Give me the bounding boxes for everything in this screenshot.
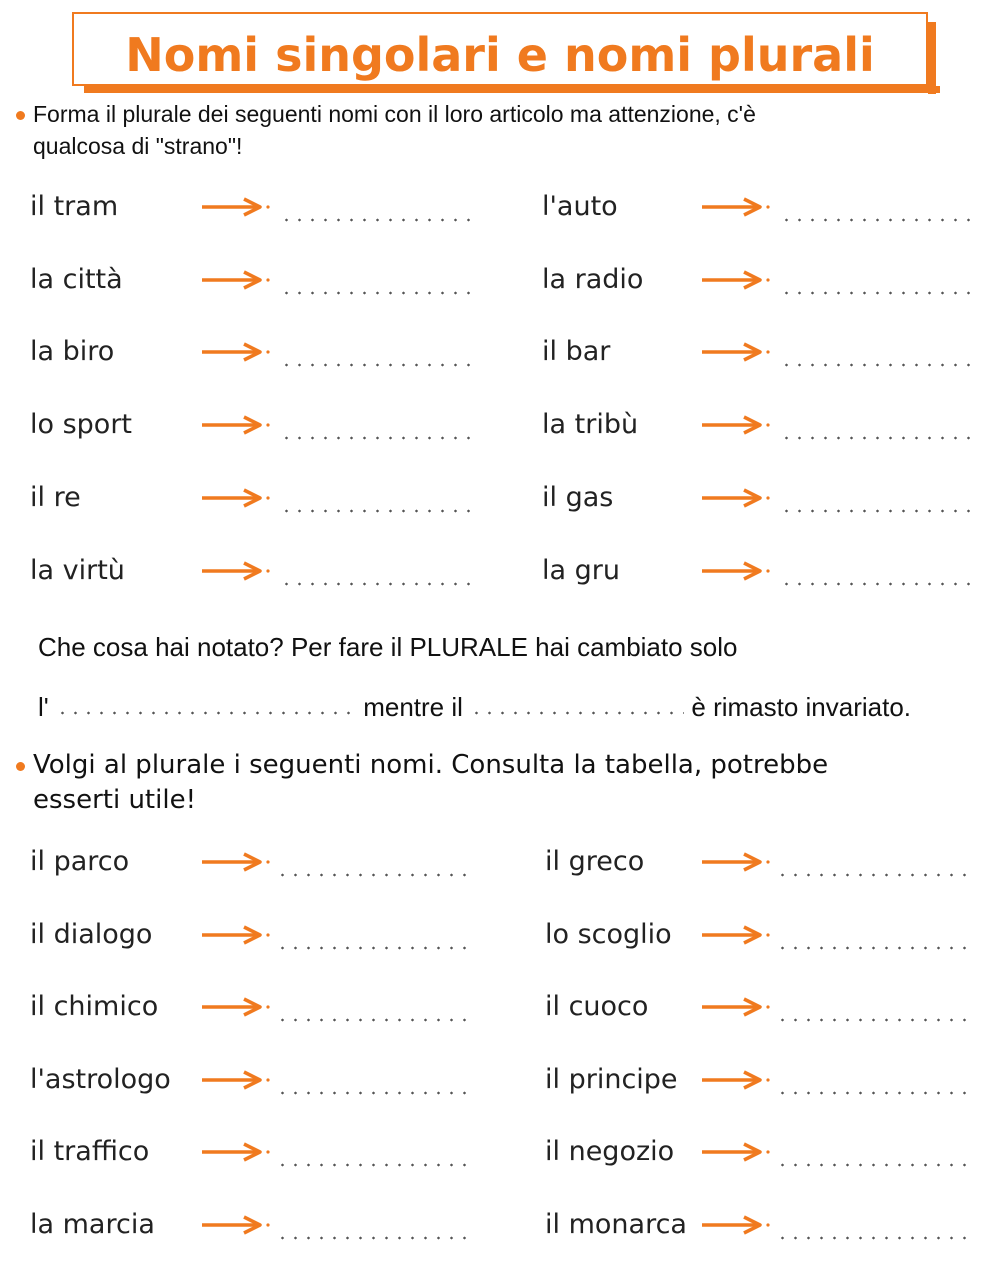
word-right-5: il negozio [545, 1136, 675, 1167]
answer-blank[interactable] [776, 872, 976, 878]
arrow-right-icon [702, 924, 772, 946]
answer-blank[interactable] [780, 581, 980, 587]
word-left-4: l'astrologo [30, 1064, 171, 1095]
answer-blank-1[interactable] [56, 710, 356, 716]
word-right-3: il cuoco [545, 991, 649, 1022]
arrow-right-icon [702, 1069, 772, 1091]
arrow-right-icon [202, 924, 272, 946]
instruction-2 [33, 748, 828, 818]
arrow-right-icon [202, 1069, 272, 1091]
arrow-right-icon [702, 996, 772, 1018]
word-right-5: il gas [542, 482, 614, 513]
answer-blank[interactable] [276, 1162, 476, 1168]
word-right-1: l'auto [542, 191, 618, 222]
word-left-1: il parco [30, 846, 130, 877]
word-left-2: la città [30, 264, 123, 295]
answer-blank[interactable] [280, 581, 480, 587]
answer-blank[interactable] [280, 362, 480, 368]
arrow-right-icon [202, 851, 272, 873]
answer-blank[interactable] [780, 362, 980, 368]
word-left-1: il tram [30, 191, 119, 222]
word-right-3: il bar [542, 336, 611, 367]
answer-blank[interactable] [280, 508, 480, 514]
arrow-right-icon [202, 196, 272, 218]
word-right-6: la gru [542, 555, 620, 586]
notice-end: è rimasto invariato. [691, 692, 912, 722]
answer-blank[interactable] [780, 435, 980, 441]
answer-blank[interactable] [276, 1235, 476, 1241]
word-right-1: il greco [545, 846, 645, 877]
word-left-5: il traffico [30, 1136, 150, 1167]
notice-line-2 [38, 692, 911, 723]
notice-article: l' [38, 692, 49, 722]
bullet-icon [16, 111, 25, 120]
title-box [72, 12, 928, 86]
word-left-6: la virtù [30, 555, 125, 586]
answer-blank[interactable] [776, 1017, 976, 1023]
answer-blank[interactable] [280, 217, 480, 223]
answer-blank[interactable] [776, 1090, 976, 1096]
answer-blank[interactable] [776, 1235, 976, 1241]
page-title: Nomi singolari e nomi plurali [125, 28, 875, 82]
word-left-2: il dialogo [30, 919, 153, 950]
word-right-6: il monarca [545, 1209, 687, 1240]
arrow-right-icon [202, 1141, 272, 1163]
instruction-1-line-2: qualcosa di "strano"! [33, 133, 243, 159]
arrow-right-icon [702, 1141, 772, 1163]
arrow-right-icon [702, 560, 772, 582]
instruction-1 [33, 98, 756, 162]
word-left-4: lo sport [30, 409, 133, 440]
word-left-3: il chimico [30, 991, 159, 1022]
answer-blank-2[interactable] [470, 710, 684, 716]
answer-blank[interactable] [280, 435, 480, 441]
arrow-right-icon [202, 269, 272, 291]
word-right-4: la tribù [542, 409, 639, 440]
word-right-4: il principe [545, 1064, 678, 1095]
arrow-right-icon [202, 487, 272, 509]
bullet-icon [16, 762, 25, 771]
answer-blank[interactable] [780, 217, 980, 223]
word-left-6: la marcia [30, 1209, 155, 1240]
word-right-2: lo scoglio [545, 919, 672, 950]
instruction-2-line-1: Volgi al plurale i seguenti nomi. Consulta la tabella, potrebbe [33, 750, 829, 780]
word-left-5: il re [30, 482, 81, 513]
arrow-right-icon [702, 414, 772, 436]
answer-blank[interactable] [780, 508, 980, 514]
arrow-right-icon [202, 996, 272, 1018]
arrow-right-icon [202, 560, 272, 582]
arrow-right-icon [702, 196, 772, 218]
arrow-right-icon [202, 341, 272, 363]
arrow-right-icon [702, 851, 772, 873]
arrow-right-icon [702, 487, 772, 509]
answer-blank[interactable] [776, 945, 976, 951]
arrow-right-icon [202, 414, 272, 436]
word-right-2: la radio [542, 264, 644, 295]
arrow-right-icon [702, 269, 772, 291]
notice-line-1: Che cosa hai notato? Per fare il PLURALE hai cambiato solo [38, 632, 738, 662]
instruction-1-line-1: Forma il plurale dei seguenti nomi con il loro articolo ma attenzione, c'è [33, 101, 756, 127]
word-left-3: la biro [30, 336, 115, 367]
notice-middle: mentre il [363, 692, 463, 722]
answer-blank[interactable] [276, 872, 476, 878]
arrow-right-icon [202, 1214, 272, 1236]
answer-blank[interactable] [276, 1090, 476, 1096]
arrow-right-icon [702, 341, 772, 363]
answer-blank[interactable] [776, 1162, 976, 1168]
instruction-2-line-2: esserti utile! [33, 785, 196, 815]
answer-blank[interactable] [276, 945, 476, 951]
answer-blank[interactable] [276, 1017, 476, 1023]
arrow-right-icon [702, 1214, 772, 1236]
answer-blank[interactable] [280, 290, 480, 296]
answer-blank[interactable] [780, 290, 980, 296]
